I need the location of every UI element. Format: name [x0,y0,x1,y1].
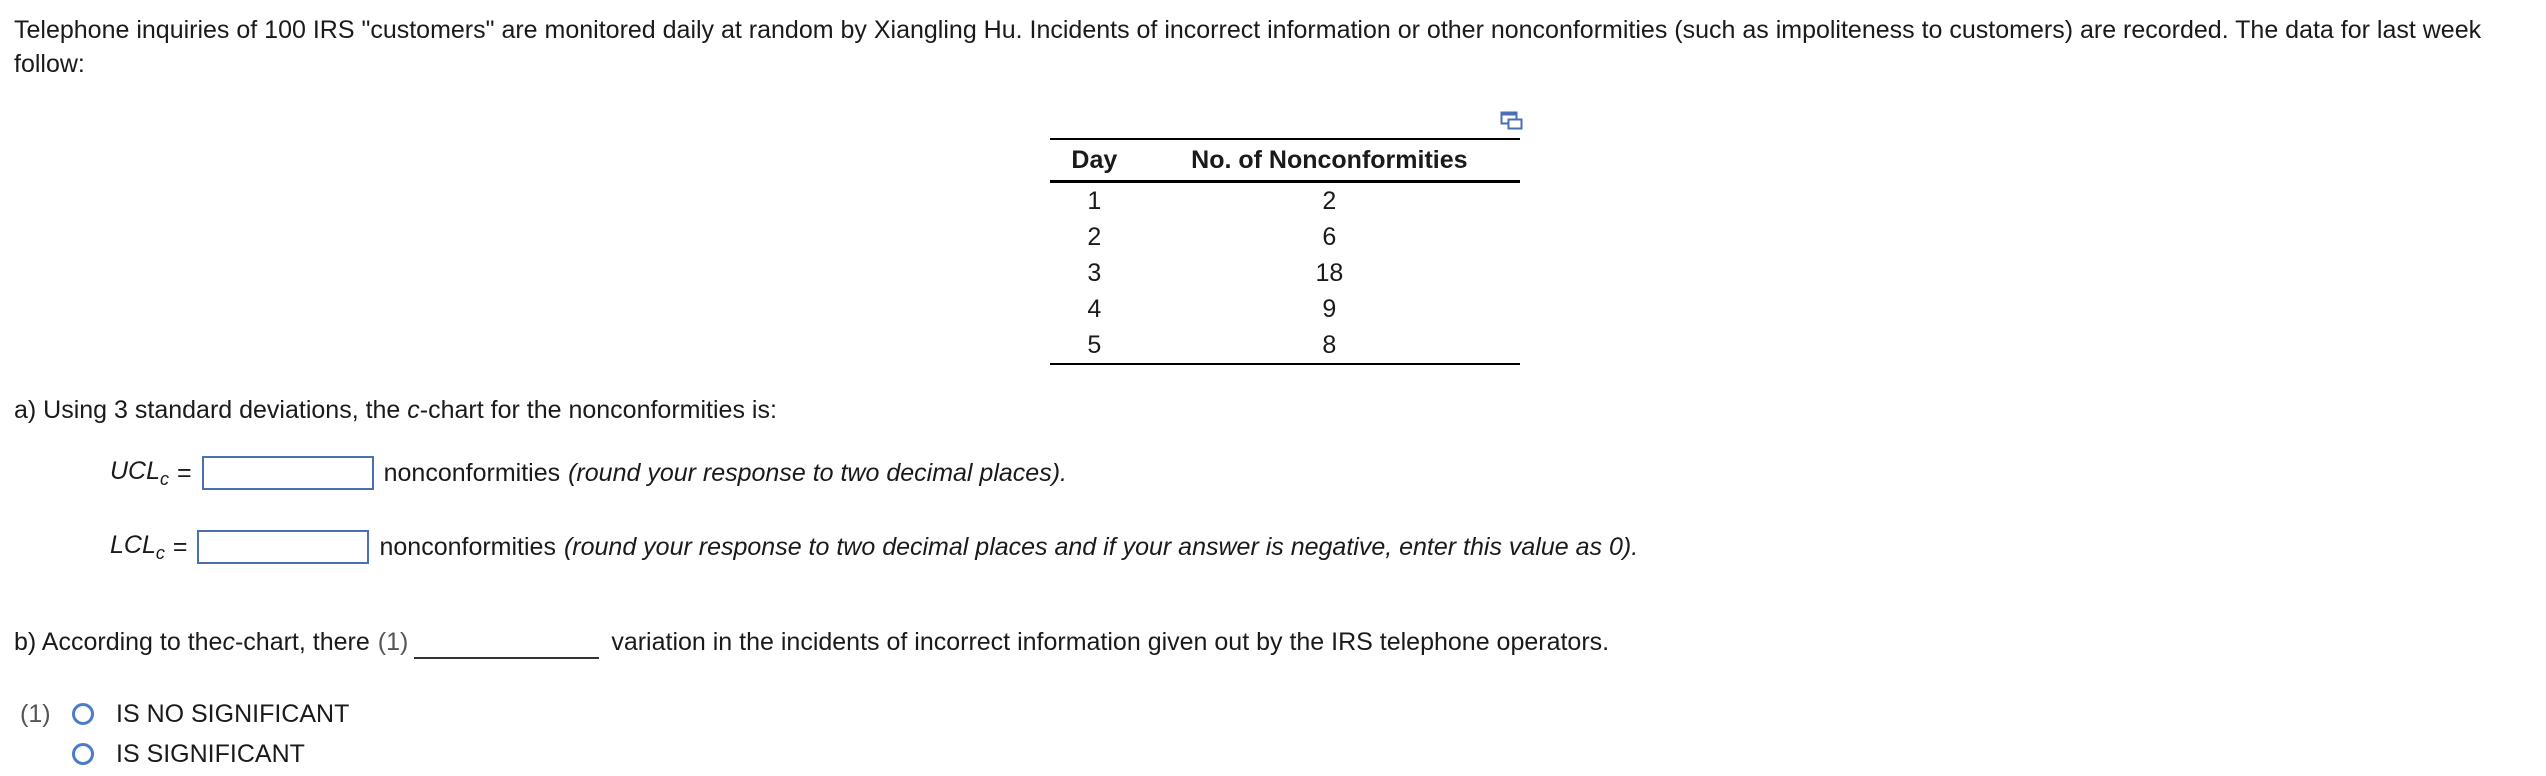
table-cell-day: 4 [1087,294,1102,323]
ucl-equals: = [177,458,192,487]
copy-table-icon[interactable] [1500,111,1524,131]
option-is-no-significant[interactable] [72,696,349,732]
option-is-significant[interactable] [72,736,305,772]
table-header-day: Day [1050,139,1139,182]
part-b-prompt-start: b) According to the [14,628,223,656]
part-b-blank-ref: (1) [377,628,409,656]
table-cell-count: 18 [1315,258,1344,287]
table-cell-day: 5 [1050,327,1139,364]
radio-icon[interactable] [72,703,94,725]
part-b-prompt [14,625,1609,659]
lcl-label-sub: c [155,542,165,563]
table-cell-count: 8 [1139,327,1520,364]
part-a-prompt [14,393,777,427]
options-ref: (1) [20,700,51,728]
table-cell-count: 6 [1322,222,1337,251]
part-a-prompt-c: c [407,396,420,424]
part-a-prompt-start: a) Using 3 standard deviations, the [14,396,408,424]
part-b-prompt-end: variation in the incidents of incorrect information given out by the IRS telephone operators. [611,628,1610,656]
lcl-label-text: LCL [110,530,156,559]
radio-icon[interactable] [72,743,94,765]
table-row [1050,291,1520,327]
table-row [1050,182,1520,220]
ucl-hint: (round your response to two decimal places). [568,458,1067,487]
option-label: IS SIGNIFICANT [116,739,305,768]
table-cell-count: 9 [1322,294,1337,323]
table-row [1050,327,1520,364]
question-intro: Telephone inquiries of 100 IRS "customers" are monitored daily at random by Xiangling Hu. Incidents of incorrect information or other nonconformities (such as impoliteness to customers) are recorded. The data for last week follow: [14,16,2482,78]
table-cell-day: 1 [1087,186,1102,215]
ucl-unit: nonconformities [383,458,561,487]
ucl-label-sub: c [160,468,170,489]
table-cell-day: 3 [1087,258,1102,287]
part-b-answer-blank[interactable] [414,631,599,659]
lcl-equals: = [172,532,188,561]
part-b-prompt-c: c [222,628,235,656]
nonconformities-table [1050,138,1520,365]
lcl-row [110,527,1638,567]
table-cell-count: 2 [1322,186,1337,215]
lcl-input[interactable] [197,530,369,564]
ucl-label-text: UCL [110,456,161,485]
option-label: IS NO SIGNIFICANT [116,699,350,728]
part-b-prompt-mid: -chart, there [234,628,370,656]
lcl-hint: (round your response to two decimal places and if your answer is negative, enter this value as 0). [563,532,1639,561]
ucl-row [110,453,1067,493]
table-row [1050,255,1520,291]
table-row [1050,219,1520,255]
table-cell-day: 2 [1087,222,1102,251]
ucl-label [110,457,169,490]
table-header-nonconformities: No. of Nonconformities [1139,139,1520,182]
lcl-label [110,531,165,564]
ucl-input[interactable] [202,456,374,490]
lcl-unit: nonconformities [379,532,556,561]
part-a-prompt-end: -chart for the nonconformities is: [419,396,777,424]
